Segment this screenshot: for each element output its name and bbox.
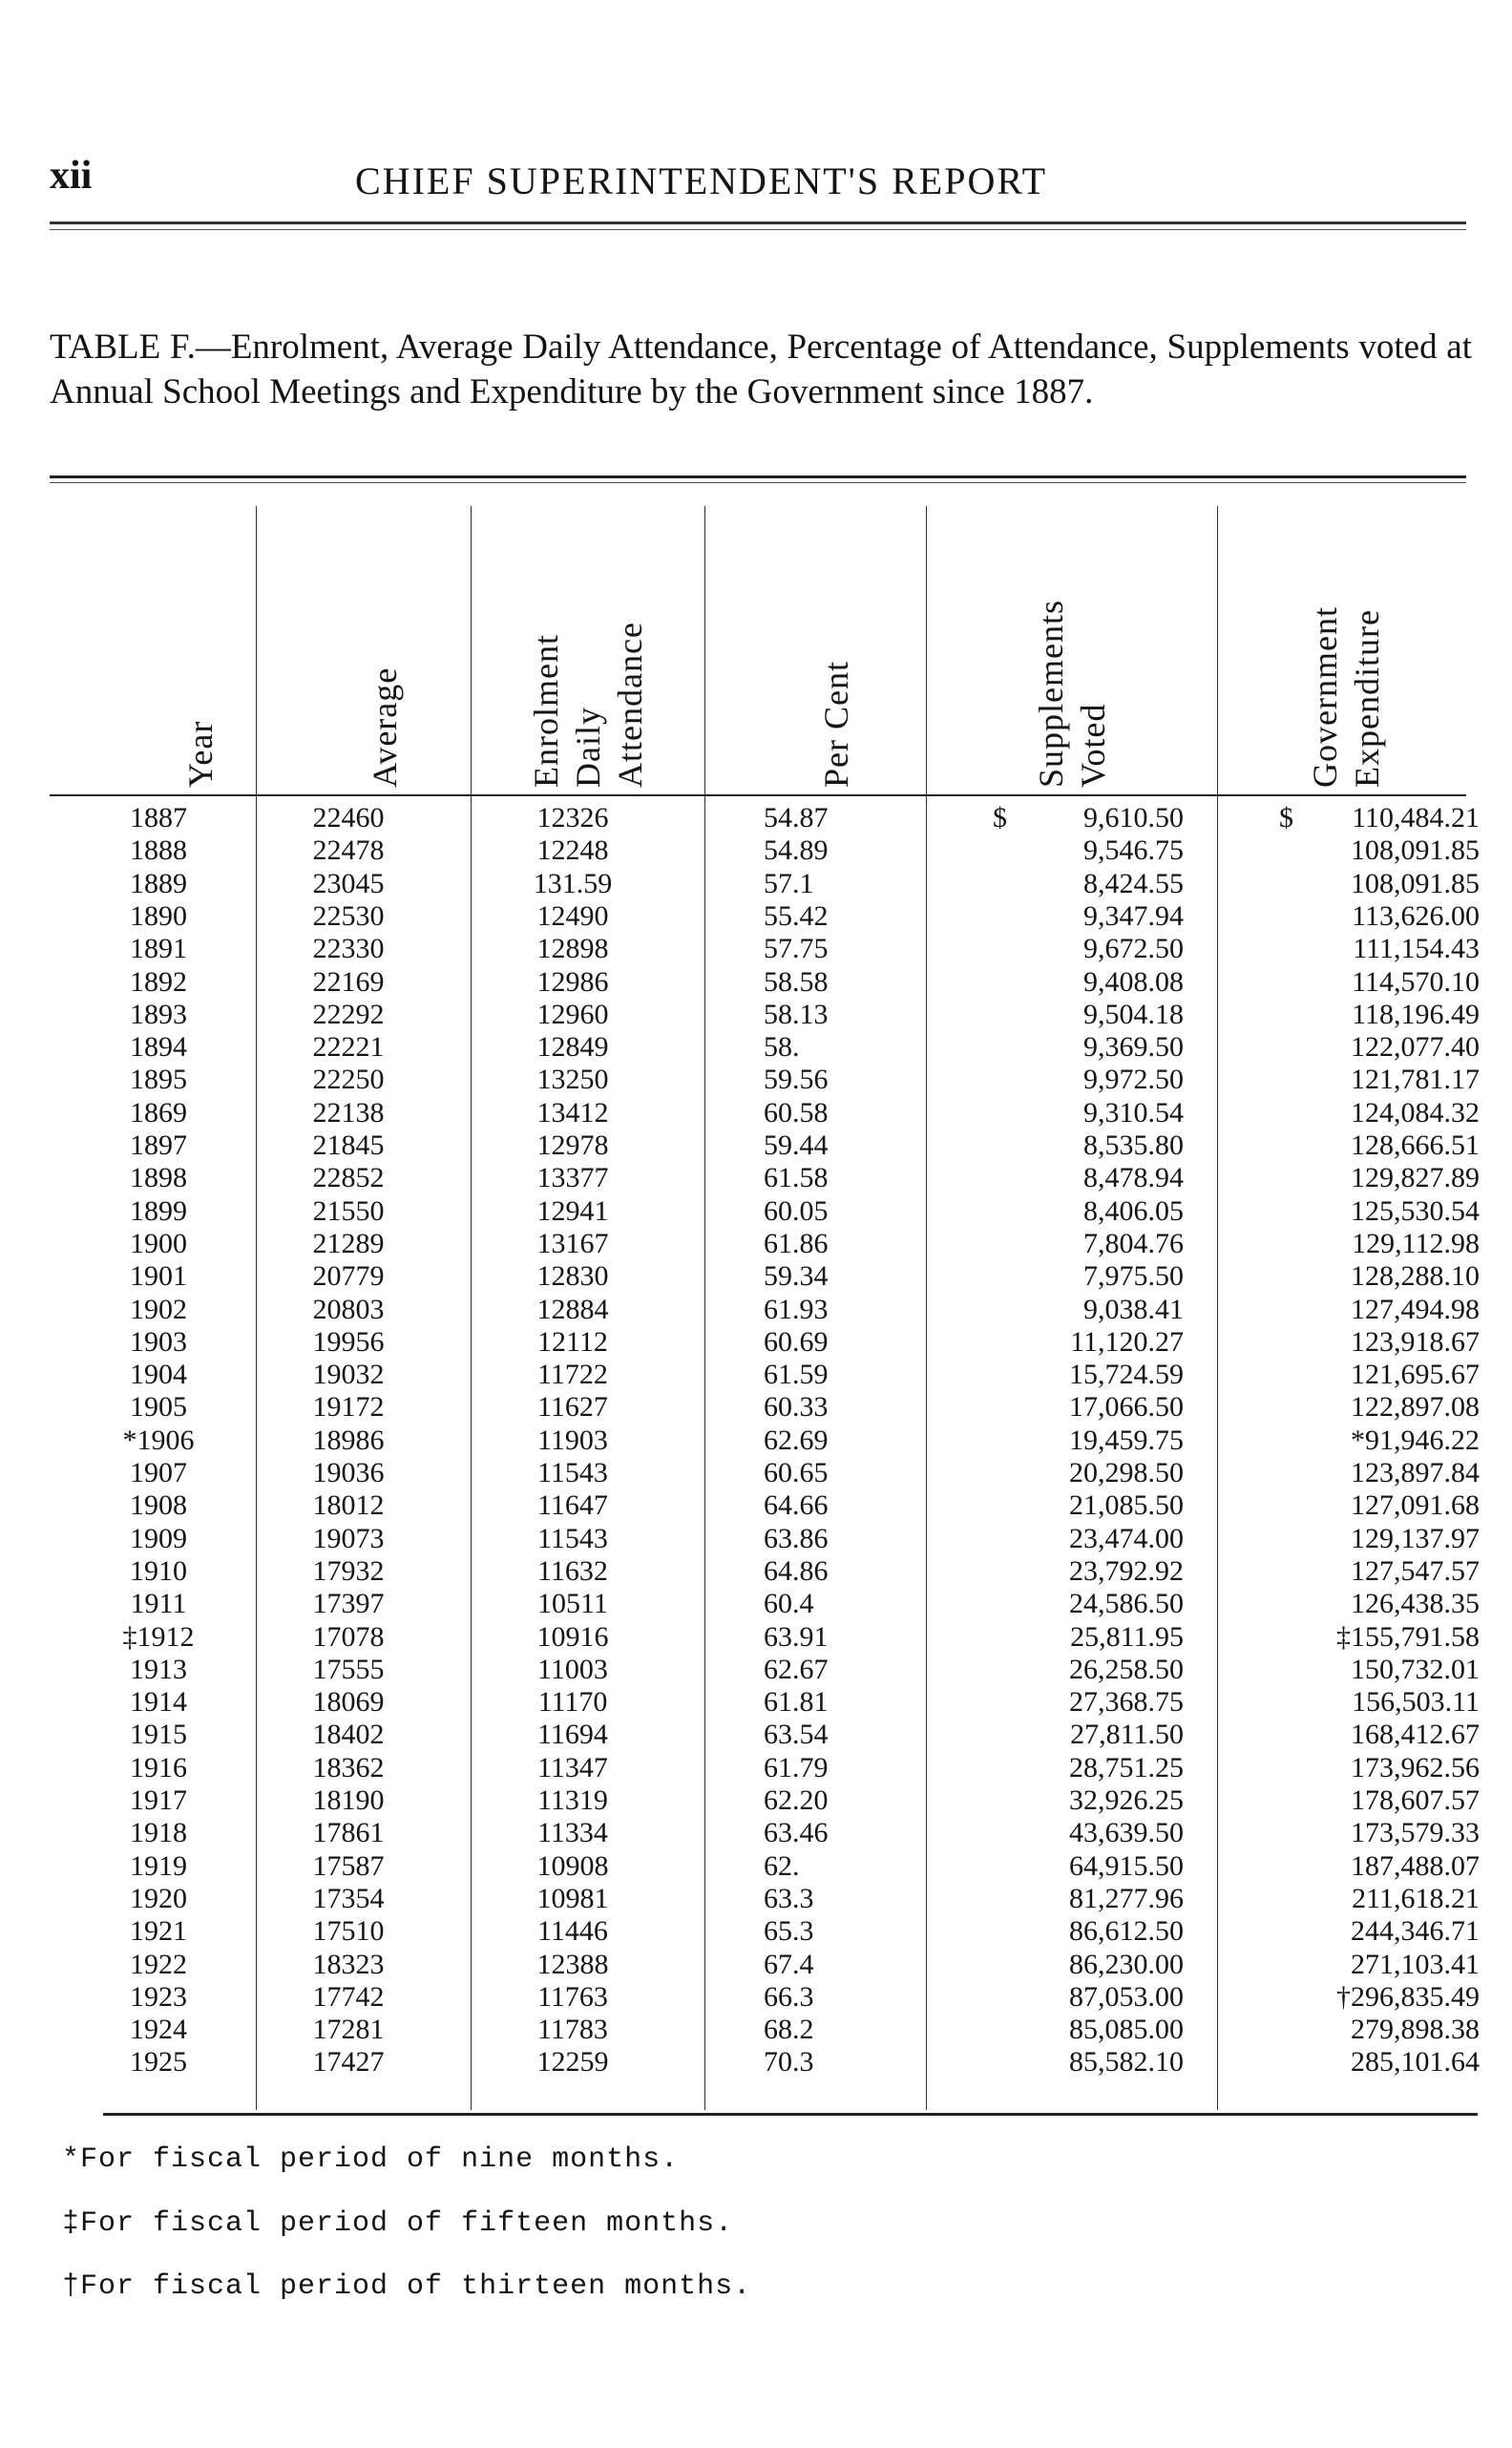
cell-year: 1908	[130, 1489, 187, 1522]
cell-average: 22460	[312, 802, 385, 834]
cell-average: 22250	[312, 1064, 385, 1096]
cell-per-cent: 61.79	[764, 1751, 829, 1783]
table-row	[0, 1326, 1512, 1359]
cell-average: 21289	[312, 1227, 385, 1259]
column-label-government: Government Expenditure	[1306, 606, 1386, 788]
cell-attendance: 12849	[536, 1031, 609, 1064]
cell-per-cent: 60.69	[764, 1325, 829, 1358]
cell-government: 113,626.00	[1352, 899, 1480, 932]
cell-government: 126,438.35	[1351, 1588, 1480, 1620]
cell-government: 173,962.56	[1351, 1751, 1480, 1783]
cell-government: 122,897.08	[1351, 1391, 1480, 1424]
column-header-per-cent	[704, 501, 926, 788]
cell-year: 1920	[130, 1882, 187, 1914]
cell-government: 121,781.17	[1351, 1064, 1480, 1096]
cell-year: *1906	[122, 1424, 195, 1456]
cell-government: 123,918.67	[1351, 1325, 1480, 1358]
cell-average: 21845	[312, 1129, 385, 1161]
cell-per-cent: 58.	[764, 1031, 800, 1064]
cell-attendance: 12960	[536, 998, 609, 1030]
cell-year: 1911	[130, 1588, 187, 1620]
cell-attendance: 11543	[537, 1457, 608, 1488]
cell-year: 1913	[130, 1653, 187, 1685]
column-header-supplements	[926, 501, 1217, 788]
table-row	[0, 999, 1512, 1031]
cell-government: 285,101.64	[1351, 2046, 1480, 2079]
cell-supplements: 32,926.25	[1069, 1784, 1184, 1816]
cell-attendance: 10981	[536, 1882, 609, 1914]
cell-year: 1924	[130, 2014, 187, 2046]
cell-supplements: 9,546.75	[1083, 834, 1184, 867]
table-row	[0, 1883, 1512, 1915]
cell-supplements: 26,258.50	[1069, 1653, 1184, 1685]
cell-government: 150,732.01	[1351, 1653, 1480, 1685]
cell-per-cent: 57.1	[764, 867, 814, 899]
cell-per-cent: 62.	[764, 1849, 800, 1882]
table-row	[0, 1588, 1512, 1620]
cell-per-cent: 55.42	[764, 899, 829, 932]
page-header	[50, 153, 1466, 210]
table-caption: TABLE F.—Enrolment, Average Daily Attendance, Percentage of Attendance, Supplements voted at Annual School Meetings and Expenditure by the Government since 1887.	[50, 327, 1472, 412]
cell-average: 17742	[312, 1980, 385, 2013]
cell-attendance: 13412	[536, 1096, 609, 1129]
cell-year: 1901	[130, 1260, 187, 1293]
cell-year: 1903	[130, 1325, 187, 1358]
table-row	[0, 1129, 1512, 1162]
cell-attendance: 11722	[537, 1359, 608, 1391]
table-row	[0, 1915, 1512, 1948]
table-row	[0, 1294, 1512, 1326]
cell-average: 19036	[312, 1457, 385, 1488]
cell-year: 1898	[130, 1162, 187, 1194]
cell-year: 1910	[130, 1554, 187, 1587]
cell-per-cent: 57.75	[764, 933, 829, 965]
cell-attendance: 11694	[537, 1719, 608, 1751]
cell-average: 22292	[312, 998, 385, 1030]
cell-supplements: 9,408.08	[1083, 965, 1184, 998]
cell-average: 22330	[312, 933, 385, 965]
cell-average: 17861	[312, 1817, 385, 1849]
cell-supplements: 25,811.95	[1070, 1620, 1184, 1653]
cell-per-cent: 68.2	[764, 2014, 814, 2046]
cell-average: 20803	[312, 1293, 385, 1325]
column-header-government	[1217, 501, 1475, 788]
cell-average: 17587	[312, 1849, 385, 1882]
footnote-thirteen-months: †For fiscal period of thirteen months.	[62, 2270, 752, 2303]
cell-per-cent: 61.81	[764, 1686, 829, 1719]
table-row	[0, 1850, 1512, 1883]
cell-attendance: 13250	[536, 1064, 609, 1096]
cell-year: 1899	[130, 1194, 187, 1227]
cell-government: 187,488.07	[1351, 1849, 1480, 1882]
cell-year: 1889	[130, 867, 187, 899]
currency-symbol-government: $	[1279, 802, 1293, 834]
table-row	[0, 834, 1512, 867]
cell-year: 1917	[130, 1784, 187, 1816]
cell-attendance: 10916	[536, 1620, 609, 1653]
column-header-average	[256, 501, 471, 788]
cell-average: 18069	[312, 1686, 385, 1719]
cell-average: 18402	[312, 1719, 385, 1751]
cell-average: 20779	[312, 1260, 385, 1293]
cell-government: 128,288.10	[1351, 1260, 1480, 1293]
cell-attendance: 11446	[537, 1915, 608, 1948]
cell-per-cent: 62.67	[764, 1653, 829, 1685]
cell-government: 114,570.10	[1352, 965, 1480, 998]
cell-year: 1894	[130, 1031, 187, 1064]
table-row	[0, 1457, 1512, 1489]
table-row	[0, 1523, 1512, 1555]
cell-government: 211,618.21	[1352, 1882, 1480, 1914]
running-title: CHIEF SUPERINTENDENT'S REPORT	[355, 159, 1048, 202]
table-row	[0, 1719, 1512, 1751]
cell-attendance: 13377	[536, 1162, 609, 1194]
cell-attendance: 11319	[537, 1784, 608, 1816]
cell-attendance: 12898	[536, 933, 609, 965]
column-label-per-cent: Per Cent	[817, 661, 855, 788]
cell-supplements: 9,672.50	[1083, 933, 1184, 965]
cell-supplements: 28,751.25	[1069, 1751, 1184, 1783]
table-row	[0, 1981, 1512, 2014]
cell-supplements: 85,582.10	[1069, 2046, 1184, 2079]
cell-government: 129,827.89	[1351, 1162, 1480, 1194]
cell-supplements: 11,120.27	[1070, 1325, 1184, 1358]
table-row	[0, 1359, 1512, 1391]
cell-average: 18986	[312, 1424, 385, 1456]
cell-supplements: 9,310.54	[1083, 1096, 1184, 1129]
cell-per-cent: 60.4	[764, 1588, 814, 1620]
table-row	[0, 1489, 1512, 1522]
cell-average: 23045	[312, 867, 385, 899]
cell-per-cent: 67.4	[764, 1948, 814, 1980]
cell-average: 17354	[312, 1882, 385, 1914]
cell-year: 1907	[130, 1457, 187, 1488]
cell-average: 18012	[312, 1489, 385, 1522]
cell-supplements: 8,406.05	[1083, 1194, 1184, 1227]
cell-attendance: 11763	[537, 1980, 608, 2013]
cell-government: 244,346.71	[1351, 1915, 1480, 1948]
cell-supplements: 9,504.18	[1083, 998, 1184, 1030]
cell-attendance: 12388	[536, 1948, 609, 1980]
cell-year: 1919	[130, 1849, 187, 1882]
cell-average: 17510	[312, 1915, 385, 1948]
cell-attendance: 11170	[537, 1686, 608, 1719]
cell-average: 18190	[312, 1784, 385, 1816]
cell-average: 17555	[312, 1653, 385, 1685]
cell-government: 118,196.49	[1352, 998, 1480, 1030]
cell-supplements: 15,724.59	[1069, 1359, 1184, 1391]
cell-per-cent: 60.58	[764, 1096, 829, 1129]
cell-attendance: 12490	[536, 899, 609, 932]
cell-supplements: 9,972.50	[1083, 1064, 1184, 1096]
cell-attendance: 11903	[537, 1424, 608, 1456]
cell-attendance: 11632	[537, 1554, 608, 1587]
cell-year: 1921	[130, 1915, 187, 1948]
cell-supplements: 23,792.92	[1069, 1554, 1184, 1587]
cell-per-cent: 70.3	[764, 2046, 814, 2079]
cell-attendance: 11347	[537, 1751, 608, 1783]
cell-supplements: 27,811.50	[1070, 1719, 1184, 1751]
cell-supplements: 27,368.75	[1069, 1686, 1184, 1719]
cell-year: 1902	[130, 1293, 187, 1325]
cell-supplements: 86,230.00	[1069, 1948, 1184, 1980]
table-bottom-rule	[103, 2113, 1478, 2116]
cell-year: 1888	[130, 834, 187, 867]
cell-attendance: 12259	[536, 2046, 609, 2079]
table-row	[0, 1817, 1512, 1849]
table-row	[0, 1391, 1512, 1424]
table-row	[0, 1555, 1512, 1588]
cell-attendance: 11543	[537, 1522, 608, 1554]
column-label-year: Year	[181, 720, 220, 788]
cell-supplements: 9,038.41	[1083, 1293, 1184, 1325]
table-row	[0, 1949, 1512, 1981]
cell-year: 1922	[130, 1948, 187, 1980]
cell-per-cent: 63.46	[764, 1817, 829, 1849]
cell-supplements: 8,478.94	[1083, 1162, 1184, 1194]
cell-year: 1890	[130, 899, 187, 932]
table-row	[0, 868, 1512, 900]
cell-government: 121,695.67	[1351, 1359, 1480, 1391]
cell-per-cent: 64.66	[764, 1489, 829, 1522]
cell-per-cent: 60.65	[764, 1457, 829, 1488]
cell-attendance: 12978	[536, 1129, 609, 1161]
cell-government: 127,494.98	[1351, 1293, 1480, 1325]
cell-per-cent: 59.34	[764, 1260, 829, 1293]
table-row	[0, 2014, 1512, 2046]
header-bottom-rule	[50, 794, 1466, 796]
cell-average: 22169	[312, 965, 385, 998]
cell-attendance: 11627	[537, 1391, 608, 1424]
cell-government: 108,091.85	[1351, 867, 1480, 899]
column-header-year	[103, 501, 256, 788]
cell-year: 1918	[130, 1817, 187, 1849]
cell-average: 17078	[312, 1620, 385, 1653]
cell-per-cent: 66.3	[764, 1980, 814, 2013]
cell-supplements: 9,369.50	[1083, 1031, 1184, 1064]
cell-supplements: 85,085.00	[1069, 2014, 1184, 2046]
cell-supplements: 9,347.94	[1083, 899, 1184, 932]
cell-per-cent: 59.56	[764, 1064, 829, 1096]
cell-average: 22530	[312, 899, 385, 932]
cell-per-cent: 62.20	[764, 1784, 829, 1816]
cell-government: †296,835.49	[1336, 1980, 1480, 2013]
column-label-attendance: Enrolment Daily Attendance	[526, 622, 649, 788]
table-row	[0, 1195, 1512, 1228]
cell-supplements: 81,277.96	[1069, 1882, 1184, 1914]
cell-government: 129,112.98	[1352, 1227, 1480, 1259]
cell-attendance: 10511	[537, 1588, 608, 1620]
cell-per-cent: 65.3	[764, 1915, 814, 1948]
cell-average: 21550	[312, 1194, 385, 1227]
cell-government: 127,547.57	[1351, 1554, 1480, 1587]
cell-government: 173,579.33	[1351, 1817, 1480, 1849]
table-row	[0, 966, 1512, 999]
cell-attendance: 11003	[537, 1653, 608, 1685]
table-row	[0, 1686, 1512, 1719]
cell-government: 108,091.85	[1351, 834, 1480, 867]
cell-average: 19032	[312, 1359, 385, 1391]
cell-year: 1891	[130, 933, 187, 965]
cell-government: 271,103.41	[1351, 1948, 1480, 1980]
cell-per-cent: 63.3	[764, 1882, 814, 1914]
cell-supplements: 17,066.50	[1069, 1391, 1184, 1424]
cell-supplements: 24,586.50	[1069, 1588, 1184, 1620]
cell-government: ‡155,791.58	[1336, 1620, 1480, 1653]
table-row	[0, 1621, 1512, 1654]
table-row	[0, 1654, 1512, 1686]
table-row	[0, 1228, 1512, 1260]
cell-government: 279,898.38	[1351, 2014, 1480, 2046]
cell-average: 22221	[312, 1031, 385, 1064]
cell-average: 18323	[312, 1948, 385, 1980]
caption-rule	[50, 475, 1466, 483]
cell-government: 156,503.11	[1352, 1686, 1480, 1719]
cell-government: 122,077.40	[1351, 1031, 1480, 1064]
currency-symbol-supplements: $	[993, 802, 1007, 834]
cell-attendance: 11647	[537, 1489, 608, 1522]
cell-average: 18362	[312, 1751, 385, 1783]
header-rule	[50, 222, 1466, 230]
cell-year: 1895	[130, 1064, 187, 1096]
cell-government: 124,084.32	[1351, 1096, 1480, 1129]
cell-per-cent: 58.13	[764, 998, 829, 1030]
cell-per-cent: 60.05	[764, 1194, 829, 1227]
cell-supplements: 23,474.00	[1069, 1522, 1184, 1554]
cell-average: 22852	[312, 1162, 385, 1194]
cell-per-cent: 58.58	[764, 965, 829, 998]
cell-supplements: 8,535.80	[1083, 1129, 1184, 1161]
cell-attendance: 11783	[537, 2014, 608, 2046]
cell-attendance: 12884	[536, 1293, 609, 1325]
cell-year: 1909	[130, 1522, 187, 1554]
cell-attendance: 12326	[536, 802, 609, 834]
cell-supplements: 8,424.55	[1083, 867, 1184, 899]
cell-attendance: 12248	[536, 834, 609, 867]
table-row	[0, 1784, 1512, 1817]
table-row	[0, 1260, 1512, 1293]
cell-attendance: 12941	[536, 1194, 609, 1227]
cell-year: 1900	[130, 1227, 187, 1259]
cell-supplements: 21,085.50	[1069, 1489, 1184, 1522]
table-row	[0, 802, 1512, 834]
cell-attendance: 12830	[536, 1260, 609, 1293]
cell-attendance: 13167	[536, 1227, 609, 1259]
cell-year: 1915	[130, 1719, 187, 1751]
cell-per-cent: 60.33	[764, 1391, 829, 1424]
table-row	[0, 1097, 1512, 1129]
table-row	[0, 1424, 1512, 1457]
cell-government: 111,154.43	[1353, 933, 1480, 965]
cell-year: 1869	[130, 1096, 187, 1129]
cell-average: 19172	[312, 1391, 385, 1424]
cell-year: 1905	[130, 1391, 187, 1424]
footnote-fifteen-months: ‡For fiscal period of fifteen months.	[62, 2207, 734, 2240]
cell-average: 17932	[312, 1554, 385, 1587]
cell-average: 19956	[312, 1325, 385, 1358]
cell-attendance: 11334	[537, 1817, 608, 1849]
column-label-supplements: Supplements Voted	[1031, 600, 1112, 788]
cell-government: 123,897.84	[1351, 1457, 1480, 1488]
table-row	[0, 900, 1512, 933]
cell-supplements: 86,612.50	[1069, 1915, 1184, 1948]
cell-supplements: 43,639.50	[1069, 1817, 1184, 1849]
table-row	[0, 1162, 1512, 1194]
cell-government: 178,607.57	[1351, 1784, 1480, 1816]
cell-attendance: 10908	[536, 1849, 609, 1882]
column-header-attendance	[471, 501, 704, 788]
cell-year: 1923	[130, 1980, 187, 2013]
table-row	[0, 1064, 1512, 1096]
cell-per-cent: 61.86	[764, 1227, 829, 1259]
cell-per-cent: 64.86	[764, 1554, 829, 1587]
cell-year: 1916	[130, 1751, 187, 1783]
cell-supplements: 7,804.76	[1083, 1227, 1184, 1259]
cell-government: *91,946.22	[1351, 1424, 1480, 1456]
cell-per-cent: 61.58	[764, 1162, 829, 1194]
cell-year: 1893	[130, 998, 187, 1030]
cell-year: 1925	[130, 2046, 187, 2079]
cell-attendance: 131.59	[533, 867, 613, 899]
cell-average: 22138	[312, 1096, 385, 1129]
cell-supplements: 20,298.50	[1069, 1457, 1184, 1488]
cell-government: 128,666.51	[1351, 1129, 1480, 1161]
cell-year: 1914	[130, 1686, 187, 1719]
cell-average: 19073	[312, 1522, 385, 1554]
cell-average: 22478	[312, 834, 385, 867]
cell-per-cent: 61.59	[764, 1359, 829, 1391]
cell-per-cent: 54.87	[764, 802, 829, 834]
cell-year: 1897	[130, 1129, 187, 1161]
cell-supplements: 87,053.00	[1069, 1980, 1184, 2013]
cell-average: 17397	[312, 1588, 385, 1620]
cell-average: 17281	[312, 2014, 385, 2046]
cell-government: 125,530.54	[1351, 1194, 1480, 1227]
cell-per-cent: 63.86	[764, 1522, 829, 1554]
cell-government: 168,412.67	[1351, 1719, 1480, 1751]
page-number: xii	[50, 154, 93, 198]
cell-average: 17427	[312, 2046, 385, 2079]
cell-per-cent: 61.93	[764, 1293, 829, 1325]
table-row	[0, 933, 1512, 965]
footnote-nine-months: *For fiscal period of nine months.	[62, 2143, 680, 2176]
cell-per-cent: 59.44	[764, 1129, 829, 1161]
cell-supplements: 7,975.50	[1083, 1260, 1184, 1293]
cell-per-cent: 54.89	[764, 834, 829, 867]
cell-government: 127,091.68	[1351, 1489, 1480, 1522]
cell-year: 1887	[130, 802, 187, 834]
column-label-average: Average	[365, 666, 404, 788]
cell-attendance: 12986	[536, 965, 609, 998]
cell-year: 1904	[130, 1359, 187, 1391]
cell-supplements: 9,610.50	[1083, 802, 1184, 834]
cell-supplements: 64,915.50	[1069, 1849, 1184, 1882]
cell-year: 1892	[130, 965, 187, 998]
cell-per-cent: 63.54	[764, 1719, 829, 1751]
cell-per-cent: 63.91	[764, 1620, 829, 1653]
cell-government: 110,484.21	[1352, 802, 1480, 834]
table-row	[0, 1031, 1512, 1064]
cell-per-cent: 62.69	[764, 1424, 829, 1456]
table-row	[0, 1752, 1512, 1784]
cell-supplements: 19,459.75	[1069, 1424, 1184, 1456]
cell-year: ‡1912	[122, 1620, 195, 1653]
cell-government: 129,137.97	[1351, 1522, 1480, 1554]
table-row	[0, 2046, 1512, 2079]
cell-attendance: 12112	[537, 1325, 608, 1358]
